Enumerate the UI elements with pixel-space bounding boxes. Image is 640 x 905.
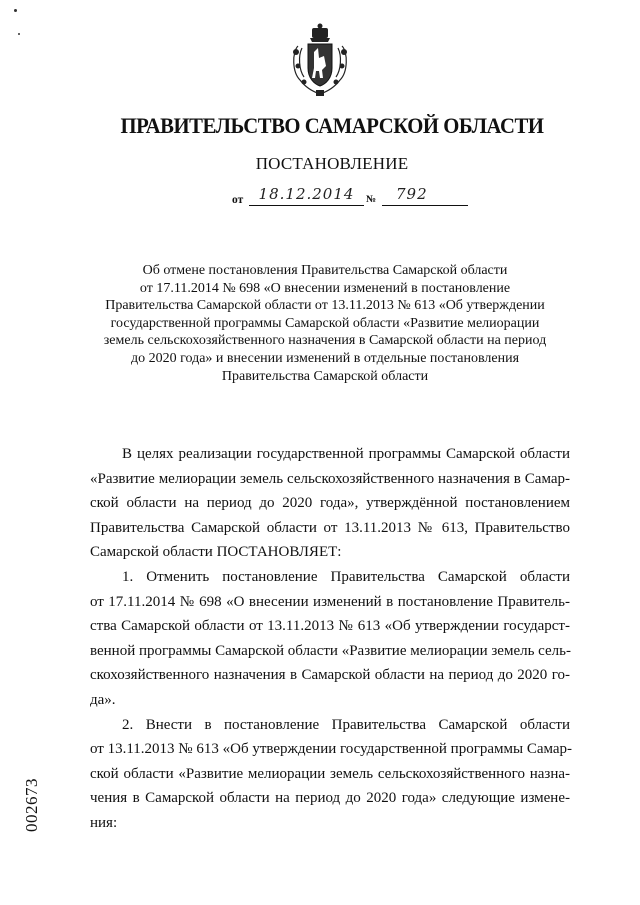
document-type-text: ПОСТАНОВЛЕНИЕ	[255, 154, 409, 173]
title-line: Правительства Самарской области от 13.11.2013 № 613 «Об утверждении	[105, 298, 545, 314]
body-line: чения в Самарской области на период до 2020 года» следующие измене-	[90, 790, 570, 807]
title-line: до 2020 года» и внесении изменений в отдельные постановления	[130, 350, 520, 366]
body-line: Правительства Самарской области от 13.11.2013 № 613, Правительство	[90, 519, 570, 536]
title-line: Об отмене постановления Правительства Самарской области	[142, 263, 508, 278]
body-line: ния:	[90, 814, 118, 831]
body-line: ства Самарской области от 13.11.2013 № 613 «Об утверждении государст-	[90, 618, 570, 635]
body-line: Самарской области ПОСТАНОВЛЯЕТ:	[90, 544, 342, 561]
number-prefix: №	[366, 194, 377, 205]
body-line: ской области на период до 2020 года», утверждённой постановлением	[90, 495, 570, 512]
body-line: скохозяйственного назначения в Самарской области на период до 2020 го-	[90, 667, 570, 684]
body-line: да».	[90, 691, 116, 708]
document-date: 18.12.2014	[249, 185, 364, 206]
document-number: 792	[382, 185, 468, 206]
title-line: земель сельскохозяйственного назначения в Самарской области на период	[103, 333, 547, 349]
body-line: «Развитие мелиорации земель сельскохозяйственного назначения в Самар-	[90, 470, 570, 487]
date-prefix: от	[232, 194, 244, 206]
body-line: В целях реализации государственной программы Самарской области	[122, 446, 570, 462]
body-line: 2. Внести в постановление Правительства Самарской области	[122, 716, 570, 733]
title-line: Правительства Самарской области	[221, 368, 429, 384]
document-title	[60, 262, 590, 385]
scan-speck	[18, 33, 20, 35]
title-line: от 17.11.2014 № 698 «О внесении изменений в постановление	[139, 280, 511, 296]
scan-speck	[14, 9, 17, 12]
coat-of-arms-icon	[288, 22, 352, 98]
body-line: от 13.11.2013 № 613 «Об утверждении государственной программы Самар-	[90, 741, 573, 758]
organization-title	[27, 113, 616, 139]
body-line: 1. Отменить постановление Правительства Самарской области	[122, 568, 570, 585]
document-body	[90, 442, 573, 836]
body-line: венной программы Самарской области «Развитие мелиорации земель сель-	[90, 642, 572, 659]
date-number-line	[232, 186, 472, 210]
body-line: ской области «Развитие мелиорации земель сельскохозяйственного назна-	[90, 765, 570, 782]
organization-text: ПРАВИТЕЛЬСТВО САМАРСКОЙ ОБЛАСТИ	[120, 113, 544, 138]
document-type	[0, 154, 640, 174]
body-line: от 17.11.2014 № 698 «О внесении изменений в постановление Правитель-	[90, 593, 570, 610]
side-registration-number: 002673	[22, 778, 41, 832]
title-line: государственной программы Самарской области «Развитие мелиорации	[110, 315, 540, 331]
